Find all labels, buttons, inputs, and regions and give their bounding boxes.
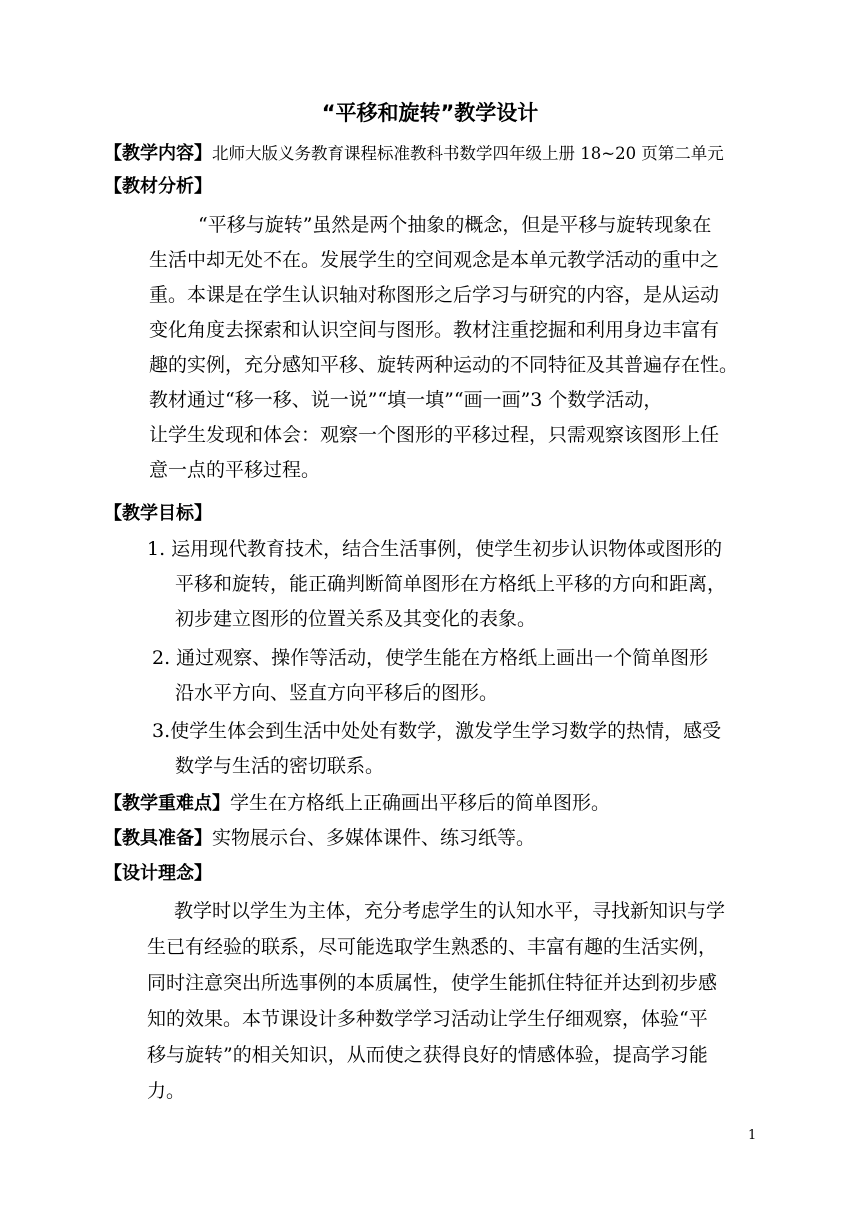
analysis-line: 生活中却无处不在。发展学生的空间观念是本单元教学活动的重中之: [149, 249, 720, 271]
tools: [104, 825, 535, 852]
analysis-line: “平移与旋转”虽然是两个抽象的概念，但是平移与旋转现象在: [198, 214, 712, 236]
concept-heading: 【设计理念】: [104, 863, 212, 884]
goal-item-3-cont: 数学与生活的密切联系。: [175, 755, 385, 777]
difficulty: [104, 790, 610, 817]
page-title: “平移和旋转”教学设计: [321, 101, 539, 125]
concept-line: 生已有经验的联系，尽可能选取学生熟悉的、丰富有趣的生活实例，: [147, 936, 718, 958]
analysis-line: 教材通过“移一移、说一说”“填一填”“画一画”3 个数学活动，: [149, 389, 663, 411]
analysis-heading: 【教材分析】: [104, 176, 212, 197]
tools-text: 实物展示台、多媒体课件、练习纸等。: [212, 827, 536, 849]
tools-label: 【教具准备】: [104, 828, 212, 849]
analysis-line: 变化角度去探索和认识空间与图形。教材注重挖掘和利用身边丰富有: [149, 319, 720, 341]
goals-heading: 【教学目标】: [104, 503, 212, 524]
teaching-content: [104, 140, 724, 167]
analysis-line: 重。本课是在学生认识轴对称图形之后学习与研究的内容，是从运动: [149, 284, 720, 306]
analysis-line: 意一点的平移过程。: [149, 459, 321, 481]
goal-item-2: 2. 通过观察、操作等活动，使学生能在方格纸上画出一个简单图形: [152, 647, 709, 669]
goal-item-1: 1. 运用现代教育技术，结合生活事例，使学生初步认识物体或图形的: [147, 538, 723, 560]
teaching-content-text: 北师大版义务教育课程标准教科书数学四年级上册 18~20 页第二单元: [212, 144, 724, 163]
concept-line: 教学时以学生为主体，充分考虑学生的认知水平，寻找新知识与学: [174, 900, 726, 922]
concept-line: 移与旋转”的相关知识，从而使之获得良好的情感体验，提高学习能: [147, 1044, 708, 1066]
goal-item-1-cont: 平移和旋转，能正确判断简单图形在方格纸上平移的方向和距离，: [175, 573, 727, 595]
concept-line: 知的效果。本节课设计多种数学学习活动让学生仔细观察，体验“平: [147, 1008, 708, 1030]
teaching-content-label: 【教学内容】: [104, 143, 212, 164]
difficulty-label: 【教学重难点】: [104, 793, 230, 814]
goal-item-3: 3.使学生体会到生活中处处有数学，激发学生学习数学的热情，感受: [152, 720, 722, 742]
concept-line: 力。: [147, 1080, 186, 1102]
analysis-line: 让学生发现和体会：观察一个图形的平移过程，只需观察该图形上任: [149, 424, 720, 446]
concept-line: 同时注意突出所选事例的本质属性，使学生能抓住特征并达到初步感: [147, 972, 718, 994]
page-number: 1: [748, 1128, 757, 1143]
goal-item-1-cont: 初步建立图形的位置关系及其变化的表象。: [175, 608, 537, 630]
goal-item-2-cont: 沿水平方向、竖直方向平移后的图形。: [175, 682, 499, 704]
analysis-line: 趣的实例，充分感知平移、旋转两种运动的不同特征及其普遍存在性。: [149, 354, 739, 376]
difficulty-text: 学生在方格纸上正确画出平移后的简单图形。: [230, 792, 611, 814]
